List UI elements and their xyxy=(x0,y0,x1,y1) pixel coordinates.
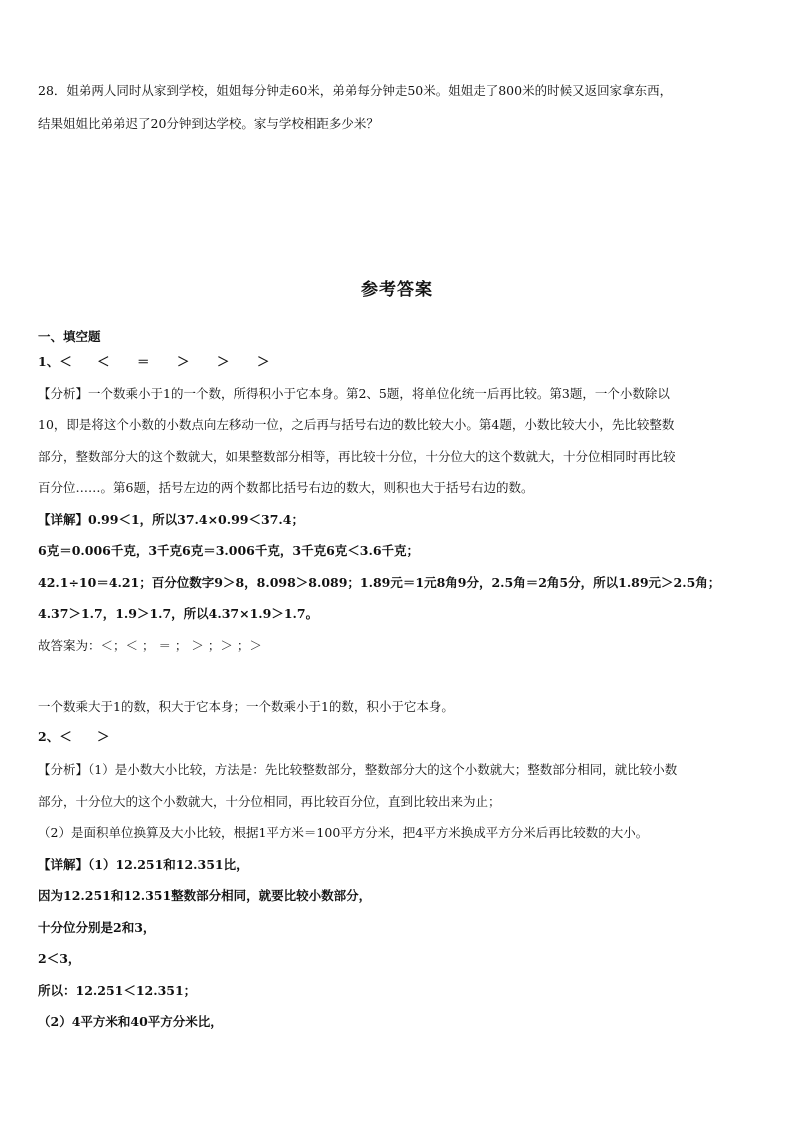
q2-detail-line: 所以：12.251＜12.351； xyxy=(38,983,197,998)
q1-detail-line: 【详解】0.99＜1，所以37.4×0.99＜37.4； xyxy=(38,512,304,527)
q2-number: 2、 xyxy=(38,729,60,744)
answers-title: 参考答案 xyxy=(361,280,433,300)
q2-symbol: ＞ xyxy=(96,729,110,744)
q1-symbol: ＜ xyxy=(96,354,110,369)
q1-note: 一个数乘大于1的数，积大于它本身；一个数乘小于1的数，积小于它本身。 xyxy=(38,699,454,714)
q2-analysis-line: 【分析】（1）是小数大小比较，方法是：先比较整数部分，整数部分大的这个小数就大；整数部分相同，就比较小数 xyxy=(38,762,678,777)
q1-analysis-line: 百分位……。第6题，括号左边的两个数都比括号右边的数大，则积也大于括号右边的数。 xyxy=(38,480,534,495)
q2-detail-line: （2）4平方米和40平方分米比， xyxy=(38,1014,223,1029)
q1-analysis-line: 【分析】一个数乘小于1的一个数，所得积小于它本身。第2、5题，将单位化统一后再比较。第3题，一个小数除以 xyxy=(38,386,670,401)
q2-symbol: ＜ xyxy=(59,729,72,744)
q2-detail-line: 因为12.251和12.351整数部分相同，就要比较小数部分， xyxy=(38,888,372,903)
section-heading: 一、填空题 xyxy=(38,329,101,344)
q2-detail-line: 【详解】（1）12.251和12.351比， xyxy=(38,857,249,872)
q1-analysis-line: 部分，整数部分大的这个数就大，如果整数部分相等，再比较十分位，十分位大的这个数就大，十分位相同时再比较 xyxy=(38,449,676,464)
q2-analysis-line: 部分，十分位大的这个小数就大，十分位相同，再比较百分位，直到比较出来为止； xyxy=(38,794,501,809)
q1-detail-line: 6克＝0.006千克，3千克6克＝3.006千克，3千克6克＜3.6千克； xyxy=(38,543,420,558)
question-28-line-1: 28．姐弟两人同时从家到学校，姐姐每分钟走60米，弟弟每分钟走50米。姐姐走了800米的时候又返回家拿东西， xyxy=(38,83,673,98)
q1-answer-symbols xyxy=(38,353,283,371)
question-28-line-2: 结果姐姐比弟弟迟了20分钟到达学校。家与学校相距多少米？ xyxy=(38,116,379,131)
q1-symbol: ＝ xyxy=(136,354,150,369)
q1-symbol: ＞ xyxy=(176,354,190,369)
q1-analysis-line: 10，即是将这个小数的小数点向左移动一位，之后再与括号右边的数比较大小。第4题，小数比较大小，先比较整数 xyxy=(38,417,675,432)
q2-answer-symbols xyxy=(38,728,123,746)
q1-detail-line: 4.37＞1.7，1.9＞1.7，所以4.37×1.9＞1.7。 xyxy=(38,606,319,621)
q1-number: 1、 xyxy=(38,354,60,369)
q1-symbol: ＞ xyxy=(256,354,270,369)
q2-analysis-line: （2）是面积单位换算及大小比较，根据1平方米＝100平方分米，把4平方米换成平方分米后再比较数的大小。 xyxy=(38,825,649,840)
q1-detail-line: 42.1÷10＝4.21；百分位数字9＞8，8.098＞8.089；1.89元＝1元8角9分，2.5角＝2角5分，所以1.89元＞2.5角； xyxy=(38,575,721,590)
q1-final-answer: 故答案为：＜；＜ ； ＝ ； ＞ ；＞ ；＞ xyxy=(38,638,262,653)
q1-symbol: ＞ xyxy=(216,354,230,369)
q2-detail-line: 2＜3， xyxy=(38,951,81,966)
q1-symbol: ＜ xyxy=(59,354,72,369)
q2-detail-line: 十分位分别是2和3， xyxy=(38,920,156,935)
